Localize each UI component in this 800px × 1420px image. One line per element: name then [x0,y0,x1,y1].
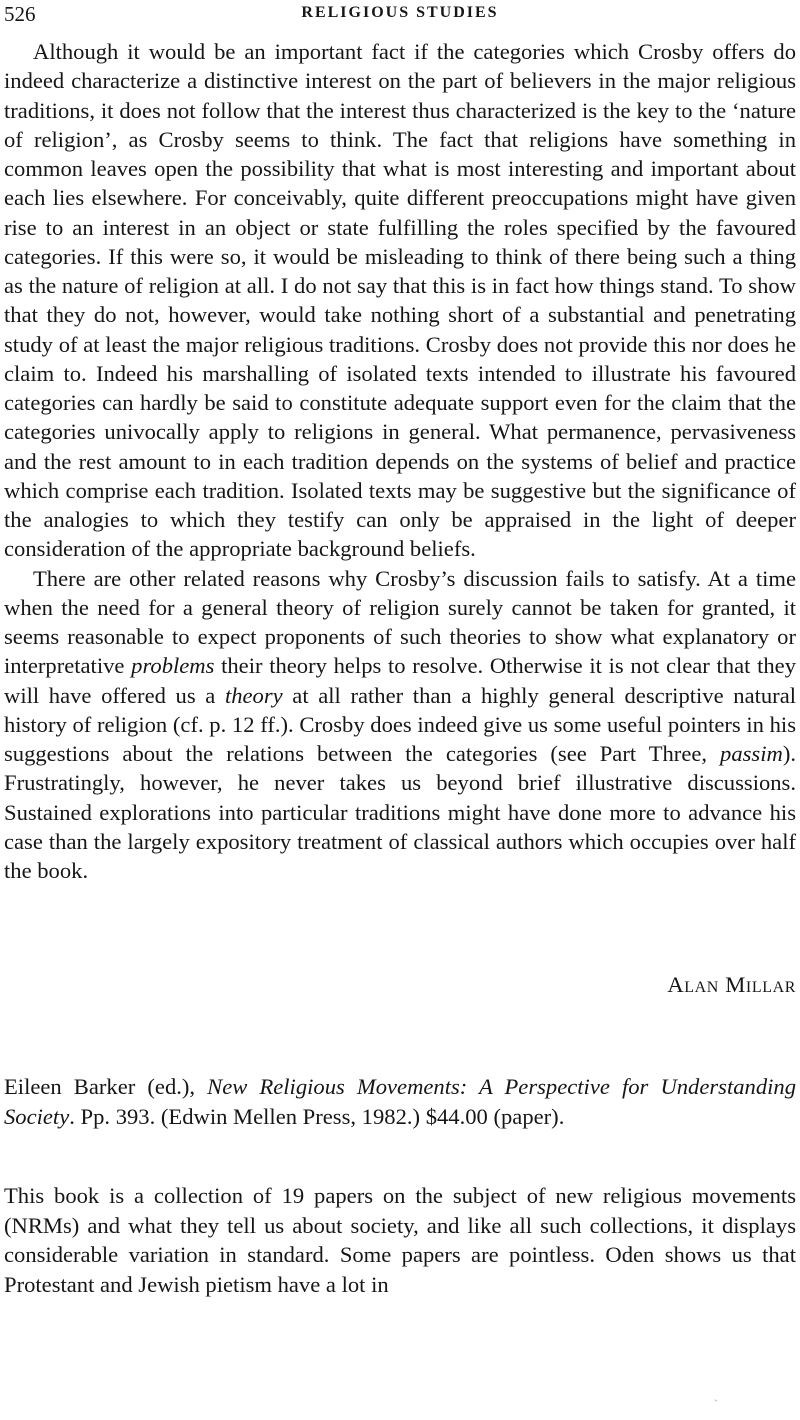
review-body [4,37,796,885]
page-header [4,2,796,28]
citation-author: Eileen Barker (ed.), [4,1074,208,1099]
review-paragraph-1: Although it would be an important fact if the categories which Crosby offers do indeed characterize a distinctive interest on the part of believers in the major religious traditions, it does not follow that the interest thus characterized is the key to the ‘nature of religion’, as Crosby seems to think. The fact that religions have something in common leaves open the possibility that what is most interesting and important about each lies elsewhere. For conceivably, quite different preoccupations might have given rise to an interest in an object or state fulfilling the roles specified by the favoured categories. If this were so, it would be misleading to think of there being such a thing as the nature of religion at all. I do not say that this is in fact how things stand. To show that they do not, however, would take nothing short of a substantial and penetrating study of at least the major religious traditions. Crosby does not provide this nor does he claim to. Indeed his marshalling of isolated texts intended to illustrate his favoured categories can hardly be said to constitute adequate support even for the claim that the categories univocally apply to religions in general. What permanence, pervasiveness and the rest amount to in each tradition depends on the systems of belief and practice which comprise each tradition. Isolated texts may be suggestive but the significance of the analogies to which they testify can only be appraised in the light of deeper consideration of the appropriate background beliefs. [4,39,796,562]
page-number: 526 [4,2,36,26]
paragraph-2-text-a: There are other related reasons why Crosby’s discussion fails to satisfy. At a time when the need for a general theory of religion surely cannot be taken for granted, it seems reasonable to expect proponents of such theories to show what explanatory or interpretative [4,565,796,679]
paragraph-2-emphasis-theory: theory [224,682,283,708]
review-paragraph-2 [4,564,796,886]
paragraph-2-emphasis-passim: passim [720,741,783,766]
review-2-body [4,1181,796,1299]
book-citation [4,1072,796,1131]
scan-mark: ˎ [714,1388,718,1402]
paragraph-2-emphasis-problems: problems [131,653,215,679]
citation-title: New Religious Movements: A Perspective for Understanding Society [4,1074,797,1129]
running-head: RELIGIOUS STUDIES [301,4,499,21]
reviewer-signature: Alan Millar [667,972,796,997]
paragraph-2-text-b: their theory helps to resolve. Otherwise it is not clear that they will have offered us a [4,653,796,708]
review-2-paragraph-1: This book is a collection of 19 papers on the subject of new religious movements (NRMs) and what they tell us about society, and like all such collections, it displays considerable variation in standard. Some papers are pointless. Oden shows us that Protestant and Jewish pietism have a lot in [4,1183,796,1297]
paragraph-2-text-c: at all rather than a highly general descriptive natural history of religion (cf. p. 12 ff.). Crosby does indeed give us some useful pointers in his suggestions about the relations between the categories (see Part Three, [4,682,796,766]
paragraph-2-text-d: ). Frustratingly, however, he never takes us beyond brief illustrative discussions. Sustained explorations into particular traditions might have done more to advance his case than the largely expository treatment of classical authors which occupies over half the book. [4,741,796,883]
citation-details: . Pp. 393. (Edwin Mellen Press, 1982.) $44.00 (paper). [69,1103,565,1129]
